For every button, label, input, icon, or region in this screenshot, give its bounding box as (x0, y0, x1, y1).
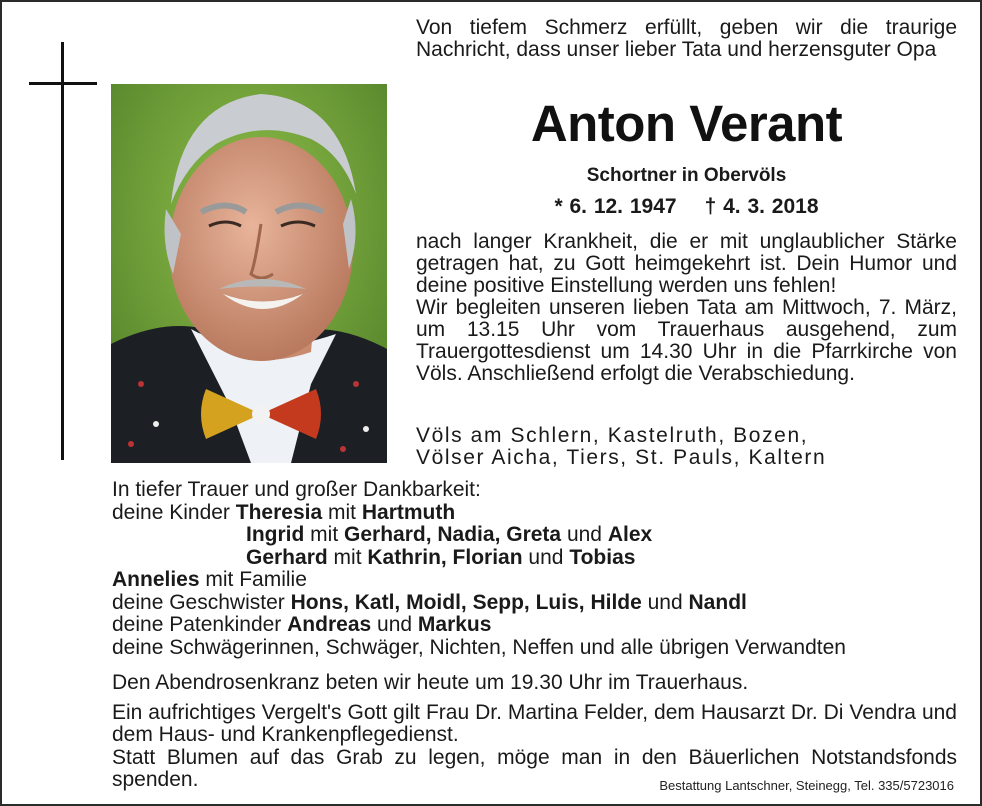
life-dates (416, 195, 957, 219)
mourners-list (112, 479, 962, 659)
intro-text: Von tiefem Schmerz erfüllt, geben wir die traurige Nachricht, dass unser lieber Tata und herzensguter Opa (416, 16, 957, 61)
birth-date: * 6. 12. 1947 (554, 195, 677, 218)
places-line: Völser Aicha, Tiers, St. Pauls, Kaltern (416, 446, 827, 469)
cross-icon (61, 42, 64, 460)
siblings-line: deine Geschwister Hons, Katl, Moidl, Sepp, Luis, Hilde und Nandl (112, 590, 747, 614)
death-date: † 4. 3. 2018 (704, 195, 819, 218)
places-line: Völs am Schlern, Kastelruth, Bozen, (416, 424, 809, 447)
portrait-photo (111, 84, 387, 463)
children-line: Ingrid mit Gerhard, Nadia, Greta und Alex (246, 523, 653, 546)
relatives-line: deine Schwägerinnen, Schwäger, Nichten, Neffen und alle übrigen Verwandten (112, 635, 846, 659)
undertaker-credit: Bestattung Lantschner, Steinegg, Tel. 335/5723016 (659, 778, 954, 793)
farm-subtitle: Schortner in Obervöls (586, 165, 787, 186)
children-line: deine Kinder Theresia mit Hartmuth (112, 500, 456, 524)
mourners-intro: In tiefer Trauer und großer Dankbarkeit: (112, 478, 481, 501)
donation-paragraph: Statt Blumen auf das Grab zu legen, möge man in den Bäuerlichen Notstandsfonds spenden. (112, 746, 957, 791)
annelies-line: Annelies mit Familie (112, 568, 307, 591)
rosary-notice: Den Abendrosenkranz beten wir heute um 19.30 Uhr im Trauerhaus. (112, 671, 749, 694)
body-paragraph: nach langer Krankheit, die er mit unglaublicher Stärke getragen hat, zu Gott heimgekehrt ist. Dein Humor und deine positive Einstellung werden uns fehlen! (416, 230, 957, 297)
funeral-paragraph: Wir begleiten unseren lieben Tata am Mittwoch, 7. März, um 13.15 Uhr vom Trauerhaus ausgehend, zum Trauergottesdienst um 14.30 Uhr in die Pfarrkirche von Völs. Anschließend erfolgt die Verabschiedung. (416, 296, 957, 385)
places-list (416, 425, 957, 469)
godchildren-line: deine Patenkinder Andreas und Markus (112, 613, 492, 636)
cross-icon-bar (29, 82, 97, 85)
children-line: Gerhard mit Kathrin, Florian und Tobias (246, 545, 636, 569)
thanks-paragraph: Ein aufrichtiges Vergelt's Gott gilt Frau Dr. Martina Felder, dem Hausarzt Dr. Di Vendra und dem Haus- und Krankenpflegedienst. (112, 701, 957, 746)
main-text (416, 231, 957, 385)
deceased-name: Anton Verant (530, 95, 843, 152)
